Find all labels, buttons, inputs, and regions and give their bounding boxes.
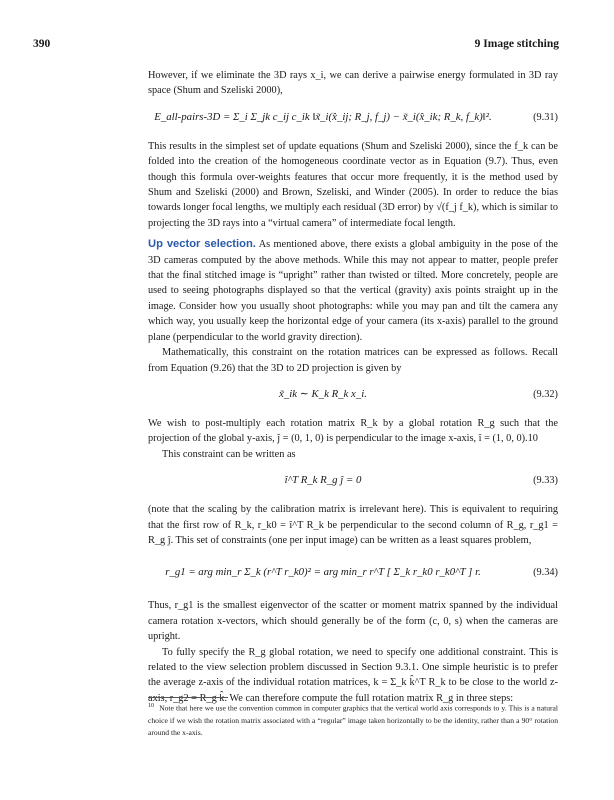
paragraph-7: (note that the scaling by the calibration matrix is irrelevant here). This is equivalent to requiring that the first row of R_k, r_k0 = î^T R_k be perpendicular to the second column of R_g, r_g1 = R_g ĵ. This set of constraints (one per input image) can be written as a least squares problem,: [148, 504, 558, 546]
equation-9-32: [148, 380, 558, 410]
paragraph-8: Thus, r_g1 is the smallest eigenvector of the scatter or moment matrix spanned by the individual camera rotation x-vectors, which should generally be of the form (c, 0, s) when the cameras are upright.: [148, 600, 558, 643]
equation-number: (9.32): [533, 389, 558, 401]
paragraph-3: [148, 237, 558, 345]
paragraph-4: Mathematically, this constraint on the rotation matrices can be expressed as follows. Recall from Equation (9.26) that the 3D to 2D projection is given by: [148, 347, 558, 374]
equation-number: (9.34): [533, 566, 558, 578]
paragraph-9: To fully specify the R_g global rotation, we need to specify one additional constraint. This is related to the view selection problem discussed in Section 9.3.1. One simple heuristic is to prefer the average z-axis of the individual rotation matrices, k = Σ_k k̂^T R_k to be close to the world z-axis, r_g2 = R_g k̂. We can therefore compute the full rotation matrix R_g in three steps:: [148, 646, 558, 704]
paragraph-2: This results in the simplest set of update equations (Shum and Szeliski 2000), since the f_k can be folded into the creation of the homogeneous coordinate vector as in Equation (9.7). Thus, even though this formula over-weights features that occur more frequently, it is the method used by Shum and Szeliski (2000) and Brown, Szeliski, and Winder (2005). In order to reduce the bias towards longer focal lengths, we multiply each residual (3D error) by √(f_j f_k), which is similar to projecting the 3D rays into a “virtual camera” of intermediate focal length.: [148, 140, 558, 229]
equation-expression: x̃_ik ∼ K_k R_k x_i.: [279, 388, 367, 401]
equation-expression: E_all-pairs-3D = Σ_i Σ_jk c_ij c_ik ‖x̃_i(x̂_ij; R_j, f_j) − x̃_i(x̂_ik; R_k, f_k)‖².: [154, 111, 492, 124]
paragraph-6: This constraint can be written as: [162, 448, 296, 460]
footnote-divider: [148, 697, 228, 698]
equation-expression: î^T R_k R_g ĵ = 0: [284, 474, 362, 487]
paragraph-3-text: As mentioned above, there exists a global ambiguity in the pose of the 3D cameras computed by the above methods. While this may not appear to matter, people prefer that the final stitched image is “upright” rather than twisted or tilted. More concretely, people are used to seeing photographs displayed so that the vertical (gravity) axis points straight up in the image. Consider how you usually shoot photographs: while you may pan and tilt the camera any which way, you usually keep the horizontal edge of your camera (its x-axis) parallel to the ground plane (perpendicular to the world gravity direction).: [148, 239, 558, 343]
footnote-mark: 10: [148, 703, 154, 709]
paragraph-heading: Up vector selection.: [148, 238, 256, 251]
body-text: [148, 68, 558, 706]
equation-9-34: [148, 552, 558, 592]
equation-number: (9.31): [533, 112, 558, 124]
paragraph-5: We wish to post-multiply each rotation matrix R_k by a global rotation R_g such that the projection of the global y-axis, ĵ = (0, 1, 0) is perpendicular to the image x-axis, î = (1, 0, 0).10: [148, 417, 558, 445]
footnote-text: Note that here we use the convention common in computer graphics that the vertical world axis corresponds to y. This is a natural choice if we wish the rotation matrix associated with a “regular” image taken horizontally to be the identity, rather than a 90° rotation around the x-axis.: [148, 703, 558, 737]
equation-number: (9.33): [533, 475, 558, 487]
equation-9-31: [148, 103, 558, 133]
chapter-title: 9 Image stitching: [474, 38, 559, 50]
equation-9-33: [148, 466, 558, 496]
page-number: 390: [33, 38, 51, 50]
footnote: [148, 700, 558, 739]
paragraph-1: However, if we eliminate the 3D rays x_i, we can derive a pairwise energy formulated in 3D ray space (Shum and Szeliski 2000),: [148, 70, 558, 97]
equation-expression: r_g1 = arg min_r Σ_k (r^T r_k0)² = arg min_r r^T [ Σ_k r_k0 r_k0^T ] r.: [165, 565, 481, 578]
